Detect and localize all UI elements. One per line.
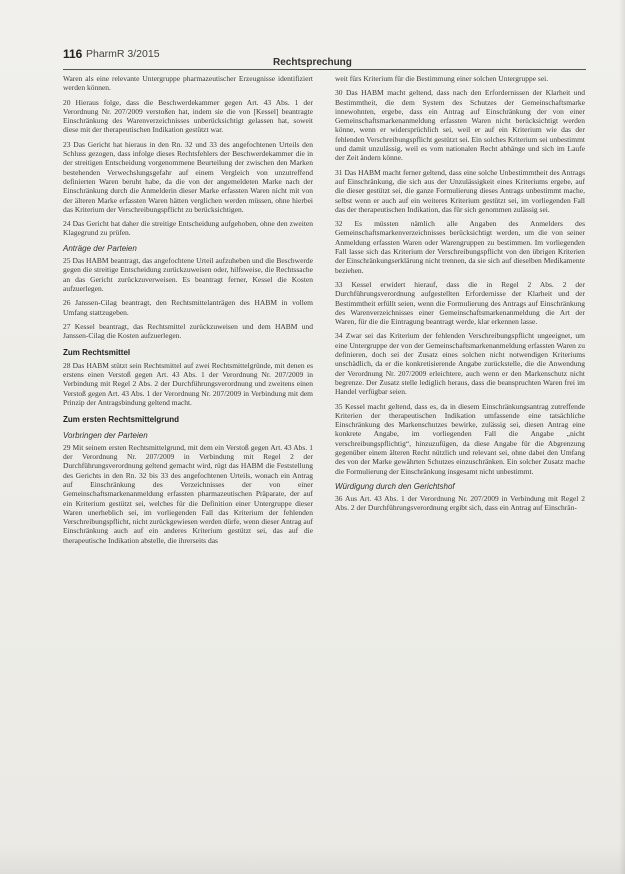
paragraph: 29 Mit seinem ersten Rechtsmittelgrund, mit dem ein Verstoß gegen Art. 43 Abs. 1 der Verordnung Nr. 207/2009 in Verbindung mit Regel 2 der Durchführungsverordnung geltend gemacht wird, rügt das HABM die Feststellung des Gerichts in den Rn. 32 bis 33 des angefochtenen Urteils, wonach ein Antrag auf Einschränkung des Verzeichnisses der von einer Gemeinschaftsmarkenanmeldung erfassten pharmazeutischen Präparate, der auf ein Kriterium gestützt sei, welches für die Definition einer Untergruppe dieser Waren unerheblich sei, im vorliegenden Fall das Kriterium der fehlenden Verschreibungspflicht, nicht zurückgewiesen werden dürfe, wenn dieser Antrag auf Einschränkung auch auf ein anderes Kriterium gestützt sei, das auf die therapeutische Indikation abstelle, die ihrerseits das xyxy=(63,442,313,545)
scan-shadow-edge xyxy=(619,0,625,874)
paragraph: Waren als eine relevante Untergruppe pharmazeutischer Erzeugnisse identifiziert werden können. xyxy=(63,74,313,93)
parties-paragraphs xyxy=(63,256,313,340)
paragraph: 23 Das Gericht hat hieraus in den Rn. 32 und 33 des angefochtenen Urteils den Schluss gezogen, dass infolge dieses Rechtsfehlers der Beschwerdekammer die in der streitigen Entscheidung vorgenommene Beurteilung der zwischen den Marken bestehenden Verwechslungsgefahr auf einem Vergleich von unzutreffend definierten Waren beruht habe, da die von der angemeldeten Marke nach der Einschränkung durch die Anmelderin dieser Marke erfassten Waren nicht mit von der älteren Marke erfassten Waren hätten verglichen werden müssen, ohne hierbei das Kriterium der Verschreibungspflicht zu berücksichtigen. xyxy=(63,139,313,214)
paragraph: 34 Zwar sei das Kriterium der fehlenden Verschreibungspflicht ungeeignet, um eine Untergruppe der von der Gemeinschaftsmarkenanmeldung erfassten Waren zu definieren, doch sei der Zusatz eines solchen nicht notwendigen Kriteriums unschädlich, da er die konkretisierende Angabe zurückstelle, die die Anwendung der Verordnung Nr. 207/2009 erleichtere, auch wenn er den Markenschutz nicht begrenze. Der Zusatz stelle lediglich heraus, dass die beanspruchten Waren frei im Handel verfügbar seien. xyxy=(335,331,585,397)
heading-parties: Anträge der Parteien xyxy=(63,243,137,253)
heading-assessment: Würdigung durch den Gerichtshof xyxy=(335,481,455,491)
page-number: 116 xyxy=(63,47,83,61)
paragraph: 33 Kessel erwidert hierauf, dass die in Regel 2 Abs. 2 der Durchführungsverordnung aufgestellten Erfordernisse der Klarheit und der Bestimmtheit erfüllt seien, wenn die Formulierung des Antrags auf Einschränkung des Warenverzeichnisses einer Gemeinschaftsmarkenanmeldung die Art der Waren, für die die Eintragung beantragt werde, klar erkennen lasse. xyxy=(335,279,585,327)
page-header xyxy=(63,45,586,68)
paragraph: 26 Janssen-Cilag beantragt, den Rechtsmittelanträgen des HABM in vollem Umfang stattzugeben. xyxy=(63,298,313,317)
subheading-first-ground: Vorbringen der Parteien xyxy=(63,430,148,440)
journal-issue: PharmR 3/2015 xyxy=(86,48,160,60)
right-column xyxy=(335,74,585,518)
paragraph: 35 Kessel macht geltend, dass es, da in diesem Einschränkungsantrag zutreffende Kriterien der therapeutischen Indikation umfassende eine tatsächliche Einschränkung des Markenschutzes bewirke, zulässig sei, diesen Antrag eine konkrete Angabe, im vorliegenden Fall die Angabe „nicht verschreibungspflichtig“, hinzuzufügen, da diese Angabe für die Abgrenzung gegenüber einem älteren Recht nützlich und relevant sei, ohne dabei den Umfang des von der Marke gewährten Schutzes einzuschränken. Ein solcher Zusatz mache die Formulierung der Einschränkung insgesamt nicht unbestimmt. xyxy=(335,401,585,476)
paragraph: 20 Hieraus folge, dass die Beschwerdekammer gegen Art. 43 Abs. 1 der Verordnung Nr. 207/2009 verstoßen hat, indem sie die von [Kessel] beantragte Einschränkung des Warenverzeichnisses unberücksichtigt gelassen hat, soweit diese mit der therapeutischen Indikation gestützt war. xyxy=(63,97,313,135)
remedy-paragraphs xyxy=(63,361,313,407)
right-top-paragraphs xyxy=(335,74,585,476)
paragraph: 30 Das HABM macht geltend, dass nach den Erfordernissen der Klarheit und Bestimmtheit, die dem System des Schutzes der Gemeinschaftsmarke innewohnten, ergebe, dass ein Antrag auf Einschränkung der von einer Gemeinschaftsmarkenanmeldung erfassten Waren nicht berücksichtigt werden könne, wenn er widersprüchlich sei, weil er auf ein Kriterium wie das der fehlenden Verschreibungspflicht gestützt sei. Ein solches Kriterium sei unbestimmt und damit unzulässig, weil es vom nationalen Recht abhänge und sich im Laufe der Zeit ändern könne. xyxy=(335,88,585,163)
left-top-paragraphs xyxy=(63,74,313,238)
paragraph: 32 Es müssten nämlich alle Angaben des Anmelders des Gemeinschaftsmarkenverzeichnisses berücksichtigt werden, um die von seiner Anmeldung erfassten Waren oder Warengruppen zu bestimmen. Im vorliegenden Fall lasse sich das Kriterium der Verschreibungspflicht von den übrigen Kriterien der Einschränkungserklärung nicht trennen, da sie sich auf dieselben Medikamente beziehen. xyxy=(335,219,585,275)
section-title: Rechtsprechung xyxy=(273,57,352,68)
first-ground-paragraphs xyxy=(63,443,313,545)
paragraph: 25 Das HABM beantragt, das angefochtene Urteil aufzuheben und die Beschwerde gegen die streitige Entscheidung zurückzuweisen oder, hilfsweise, die Rechtssache an das Gericht zurückzuverweisen. Es beantragt ferner, Kessel die Kosten aufzuerlegen. xyxy=(63,256,313,293)
header-rule xyxy=(63,69,586,70)
paragraph: 31 Das HABM macht ferner geltend, dass eine solche Unbestimmtheit des Antrags auf Einschränkung, die sich aus der Unzulässigkeit eines Kriteriums ergebe, auf die dieser gestützt sei, die ganze Formulierung dieses Antrags unbestimmt mache, selbst wenn er auch auf ein weiteres Kriterium gestützt sei, im vorliegenden Fall das der therapeutischen Indikation, das für sich genommen zulässig sei. xyxy=(335,167,585,214)
paragraph: weit fürs Kriterium für die Bestimmung einer solchen Untergruppe sei. xyxy=(335,74,549,83)
heading-remedy: Zum Rechtsmittel xyxy=(63,348,131,358)
scan-shadow-bottom xyxy=(0,844,625,874)
left-column xyxy=(63,74,313,550)
assessment-paragraphs xyxy=(335,494,585,513)
heading-first-ground: Zum ersten Rechtsmittelgrund xyxy=(63,415,180,425)
paragraph: 27 Kessel beantragt, das Rechtsmittel zurückzuweisen und dem HABM und Janssen-Cilag die Kosten aufzuerlegen. xyxy=(63,321,313,341)
paragraph: 28 Das HABM stützt sein Rechtsmittel auf zwei Rechtsmittelgründe, mit denen es erstens einen Verstoß gegen Art. 43 Abs. 1 der Verordnung Nr. 207/2009 in Verbindung mit Regel 2 Abs. 2 der Durchführungsverordnung und zweitens einen Verstoß gegen Art. 43 Abs. 1 der Verordnung Nr. 207/2009 in Verbindung mit dem Prinzip der Antragsbindung geltend macht. xyxy=(63,360,313,407)
paragraph: 24 Das Gericht hat daher die streitige Entscheidung aufgehoben, ohne den zweiten Klagegrund zu prüfen. xyxy=(63,219,313,238)
paragraph: 36 Aus Art. 43 Abs. 1 der Verordnung Nr. 207/2009 in Verbindung mit Regel 2 Abs. 2 der Durchführungsverordnung ergibt sich, dass ein Antrag auf Einschrän- xyxy=(335,494,585,513)
